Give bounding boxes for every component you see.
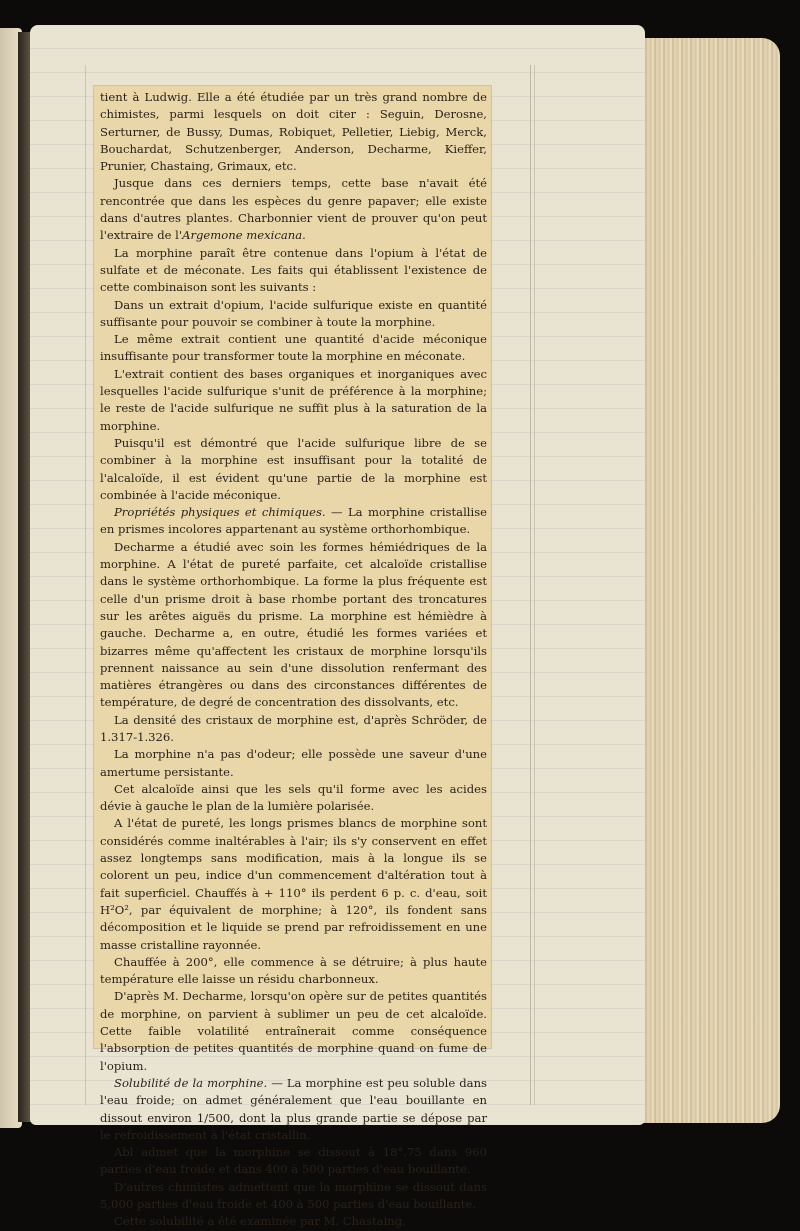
section-heading: Solubilité de la morphine. — [114, 1075, 268, 1090]
paragraph: La densité des cristaux de morphine est, d'après Schröder, de 1.317-1.326. — [100, 712, 487, 744]
paragraph: La morphine paraît être contenue dans l'opium à l'état de sulfate et de méconate. Les faits qui établissent l'existence de cette combinaison sont les suivants : — [100, 245, 487, 295]
clipping-text — [94, 86, 491, 1231]
species-name: Argemone mexicana — [182, 228, 303, 243]
column-rule — [534, 65, 535, 1105]
paragraph: D'autres chimistes admettent que la morphine se dissout dans 5,000 parties d'eau froide et 400 à 500 parties d'eau bouillante. — [100, 1179, 487, 1211]
pasted-text-clipping — [94, 86, 491, 1229]
paragraph: A l'état de pureté, les longs prismes blancs de morphine sont considérés comme inaltérables à l'air; ils s'y conservent en effet assez longtemps sans modification, mais à la longue ils se colorent un peu, indice d'un commencement d'altération tout à fait superficiel. Chauffés à + 110° ils perdent 6 p. c. d'eau, soit H²O², par équivalent de morphine; à 120°, ils fondent sans décomposition et le liquide se prend par refroidissement en une masse cristalline rayonnée. — [100, 816, 487, 952]
paragraph-text: — La morphine est peu soluble dans l'eau froide; on admet généralement que l'eau bouillante en dissout environ 1/500, dont la plus grande partie se dépose par le refroidissement à l'état cristallin. — [100, 1075, 487, 1142]
paragraph: tient à Ludwig. Elle a été étudiée par un très grand nombre de chimistes, parmi lesquels on doit citer : Seguin, Derosne, Serturner, de Bussy, Dumas, Robiquet, Pelletier, Liebig, Merck, Bouchardat, Schutzenberger, Anderson, Decharme, Kieffer, Prunier, Chastaing, Grimaux, etc. — [100, 90, 487, 174]
book-page-edges — [630, 38, 780, 1123]
paragraph: Cet alcaloïde ainsi que les sels qu'il forme avec les acides dévie à gauche le plan de la lumière polarisée. — [100, 781, 487, 814]
paragraph: Le même extrait contient une quantité d'acide méconique insuffisante pour transformer toute la morphine en méconate. — [100, 332, 487, 364]
paragraph — [100, 504, 487, 539]
column-rule — [530, 65, 531, 1105]
paragraph-text: Jusque dans ces derniers temps, cette base n'avait été rencontrée que dans les espèces du genre papaver; elle existe dans d'autres plantes. Charbonnier vient de prouver qu'on peut l'extraire de l' — [100, 176, 487, 243]
paragraph — [100, 1075, 487, 1144]
paragraph: Abl admet que la morphine se dissout à 18°.75 dans 960 parties d'eau froide et dans 400 à 500 parties d'eau bouillante. — [100, 1145, 487, 1177]
paragraph: Decharme a étudié avec soin les formes hémiédriques de la morphine. A l'état de pureté parfaite, cet alcaloïde cristallise dans le système orthorhombique. La forme la plus fréquente est celle d'un prisme droit à base rhombe portant des troncatures sur les arêtes aiguës du prisme. La morphine est hémièdre à gauche. Decharme a, en outre, étudié les formes variées et bizarres même qu'affectent les cristaux de morphine lorsqu'ils prennent naissance au sein d'une dissolution renfermant des matières étrangères ou dans des circonstances différentes de température, de degré de concentration des dissolvants, etc. — [100, 539, 487, 710]
paragraph: D'après M. Decharme, lorsqu'on opère sur de petites quantités de morphine, on parvient à sublimer un peu de cet alcaloïde. Cette faible volatilité entraînerait comme conséquence l'absorption de petites quantités de morphine quand on fume de l'opium. — [100, 989, 487, 1073]
paragraph: La morphine n'a pas d'odeur; elle possède une saveur d'une amertume persistante. — [100, 747, 487, 779]
paragraph: Dans un extrait d'opium, l'acide sulfurique existe en quantité suffisante pour pouvoir se combiner à toute la morphine. — [100, 297, 487, 329]
paragraph: L'extrait contient des bases organiques et inorganiques avec lesquelles l'acide sulfurique s'unit de préférence à la morphine; le reste de l'acide sulfurique ne suffit plus à la saturation de la morphine. — [100, 366, 487, 433]
section-heading: Propriétés physiques et chimiques. — [114, 505, 326, 520]
paragraph: Cette solubilité a été examinée par M. Chastaing. — [114, 1214, 406, 1229]
paragraph: Jusque dans ces derniers temps, cette base n'avait été rencontrée que dans les espèces du genre papaver; elle existe dans d'autres plantes. Charbonnier vient de prouver qu'on peut l'extraire de l'Argemone mexicana. — [100, 176, 487, 243]
paragraph: Chauffée à 200°, elle commence à se détruire; à plus haute température elle laisse un résidu charbonneux. — [100, 954, 487, 987]
paragraph-text: — La morphine cristallise en prismes incolores appartenant au système orthorhombique. — [100, 505, 488, 537]
paragraph: Puisqu'il est démontré que l'acide sulfurique libre de se combiner à la morphine est insuffisant pour la totalité de l'alcaloïde, il est évident qu'une partie de la morphine est combinée à l'acide méconique. — [100, 435, 487, 502]
margin-rule — [85, 65, 86, 1105]
